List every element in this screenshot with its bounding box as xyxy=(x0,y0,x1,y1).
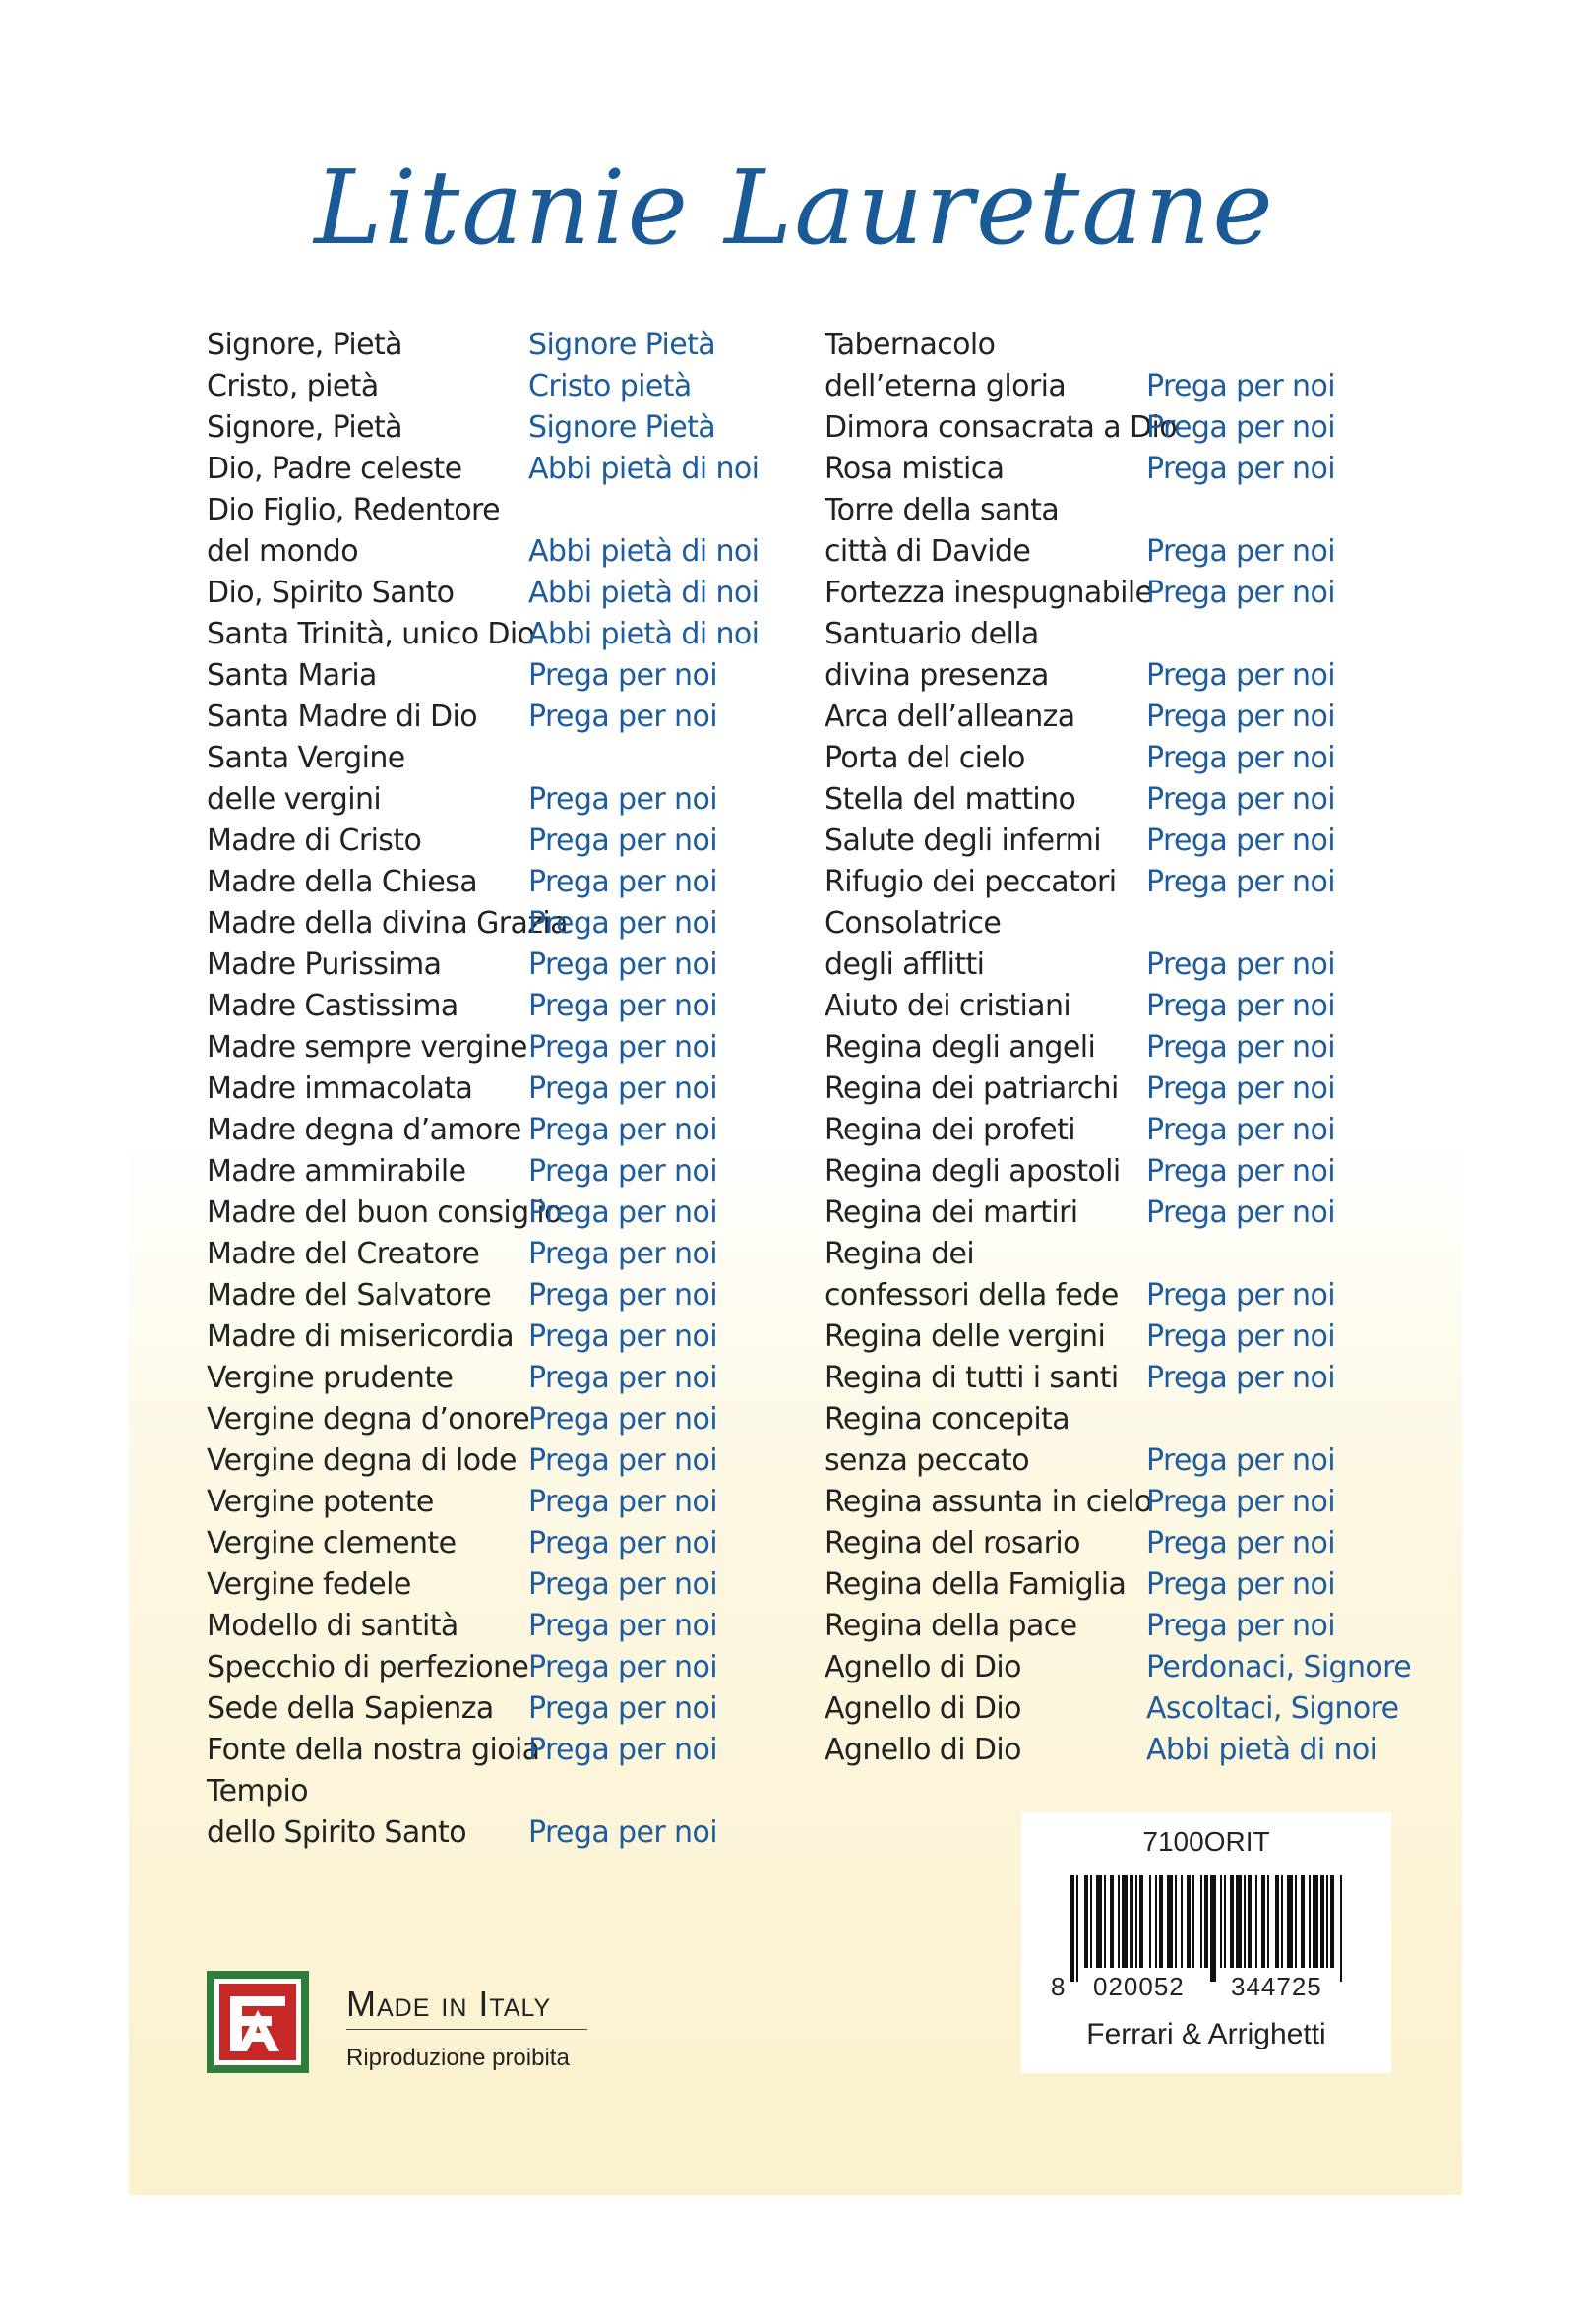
barcode-bar xyxy=(1295,1875,1297,1968)
barcode-bar xyxy=(1340,1875,1342,1982)
barcode-bar xyxy=(1309,1875,1311,1968)
invocation-text: Santuario della xyxy=(825,617,1039,651)
barcode-bar xyxy=(1122,1875,1128,1968)
invocation-text: Santa Maria xyxy=(207,658,377,693)
response-text: Prega per noi xyxy=(528,1526,717,1560)
response-text: Prega per noi xyxy=(1146,452,1335,486)
invocation-text: Santa Trinità, unico Dio xyxy=(207,617,535,651)
barcode-bar xyxy=(1248,1875,1252,1968)
barcode-bar xyxy=(1224,1875,1226,1968)
barcode-bar xyxy=(1155,1875,1157,1968)
invocation-text: Dio Figlio, Redentore xyxy=(207,493,500,527)
invocation-text: Madre del Salvatore xyxy=(207,1278,492,1313)
response-text: Prega per noi xyxy=(1146,865,1335,899)
barcode-bar xyxy=(1192,1875,1194,1968)
barcode-bar xyxy=(1200,1875,1202,1968)
response-text: Prega per noi xyxy=(528,782,717,817)
response-text: Prega per noi xyxy=(1146,1071,1335,1106)
barcode-bar xyxy=(1210,1875,1216,1982)
barcode-bar xyxy=(1149,1875,1151,1968)
ean-right-digits: 344725 xyxy=(1231,1972,1322,2001)
invocation-text: Regina dei profeti xyxy=(825,1113,1076,1147)
page-title: Litanie Lauretane xyxy=(314,148,1275,268)
invocation-text: Salute degli infermi xyxy=(825,824,1102,858)
publisher-logo xyxy=(207,1971,309,2073)
barcode-bar xyxy=(1204,1875,1208,1968)
barcode-bar xyxy=(1287,1875,1293,1968)
ean-first-digit: 8 xyxy=(1051,1972,1066,2001)
response-text: Prega per noi xyxy=(1146,1195,1335,1230)
invocation-text: Madre del buon consiglio xyxy=(207,1195,562,1230)
response-text: Prega per noi xyxy=(1146,1526,1335,1560)
invocation-text: confessori della fede xyxy=(825,1278,1119,1313)
response-text: Prega per noi xyxy=(1146,824,1335,858)
response-text: Prega per noi xyxy=(528,700,717,734)
barcode-bar xyxy=(1255,1875,1257,1968)
invocation-text: Agnello di Dio xyxy=(825,1691,1021,1726)
barcode-bar xyxy=(1090,1875,1092,1968)
invocation-text: Madre della divina Grazia xyxy=(207,906,568,941)
invocation-text: Regina della Famiglia xyxy=(825,1567,1127,1602)
barcode-bar xyxy=(1135,1875,1137,1968)
invocation-text: Santa Vergine xyxy=(207,741,405,775)
barcode-bar xyxy=(1076,1875,1078,1982)
response-text: Prega per noi xyxy=(528,1443,717,1478)
invocation-text: Modello di santità xyxy=(207,1609,458,1643)
invocation-text: Regina dei patriarchi xyxy=(825,1071,1119,1106)
invocation-text: Tabernacolo xyxy=(825,328,996,362)
invocation-text: Rifugio dei peccatori xyxy=(825,865,1117,899)
response-text: Prega per noi xyxy=(528,658,717,693)
invocation-text: divina presenza xyxy=(825,658,1049,693)
response-text: Ascoltaci, Signore xyxy=(1146,1691,1399,1726)
invocation-text: Regina di tutti i santi xyxy=(825,1361,1119,1395)
invocation-text: Regina della pace xyxy=(825,1609,1077,1643)
invocation-text: del mondo xyxy=(207,534,358,569)
response-text: Prega per noi xyxy=(528,906,717,941)
invocation-text: Regina dei xyxy=(825,1237,975,1271)
invocation-text: Rosa mistica xyxy=(825,452,1005,486)
invocation-text: dello Spirito Santo xyxy=(207,1815,466,1850)
response-text: Prega per noi xyxy=(1146,658,1335,693)
response-text: Prega per noi xyxy=(528,1609,717,1643)
barcode-bar xyxy=(1261,1875,1265,1968)
reproduction-notice: Riproduzione proibita xyxy=(346,2045,570,2071)
response-text: Prega per noi xyxy=(1146,948,1335,982)
response-text: Prega per noi xyxy=(528,824,717,858)
response-text: Prega per noi xyxy=(1146,1361,1335,1395)
ean-left-digits: 020052 xyxy=(1093,1972,1185,2001)
invocation-text: Madre sempre vergine xyxy=(207,1030,527,1065)
response-text: Prega per noi xyxy=(528,1030,717,1065)
invocation-text: Vergine clemente xyxy=(207,1526,457,1560)
response-text: Prega per noi xyxy=(1146,1278,1335,1313)
invocation-text: città di Davide xyxy=(825,534,1031,569)
invocation-text: Santa Madre di Dio xyxy=(207,700,478,734)
response-text: Prega per noi xyxy=(528,1278,717,1313)
response-text: Perdonaci, Signore xyxy=(1146,1650,1412,1684)
response-text: Prega per noi xyxy=(1146,1113,1335,1147)
response-text: Prega per noi xyxy=(1146,741,1335,775)
response-text: Prega per noi xyxy=(528,1113,717,1147)
invocation-text: Regina dei martiri xyxy=(825,1195,1078,1230)
response-text: Prega per noi xyxy=(528,1402,717,1437)
response-text: Prega per noi xyxy=(528,1733,717,1767)
invocation-text: Aiuto dei cristiani xyxy=(825,989,1071,1023)
invocation-text: delle vergini xyxy=(207,782,382,817)
response-text: Abbi pietà di noi xyxy=(528,576,760,610)
response-text: Prega per noi xyxy=(528,1154,717,1189)
invocation-text: Stella del mattino xyxy=(825,782,1076,817)
barcode-bar xyxy=(1275,1875,1279,1968)
barcode-bar xyxy=(1104,1875,1106,1968)
barcode-bar xyxy=(1326,1875,1328,1968)
invocation-text: Fortezza inespugnabile xyxy=(825,576,1153,610)
response-text: Prega per noi xyxy=(528,1071,717,1106)
barcode-bar xyxy=(1220,1875,1222,1968)
response-text: Prega per noi xyxy=(528,1815,717,1850)
response-text: Prega per noi xyxy=(1146,1443,1335,1478)
barcode-bar xyxy=(1330,1875,1334,1968)
invocation-text: Madre di Cristo xyxy=(207,824,422,858)
response-text: Prega per noi xyxy=(528,1650,717,1684)
response-text: Prega per noi xyxy=(528,948,717,982)
barcode-bar xyxy=(1244,1875,1246,1968)
invocation-text: Agnello di Dio xyxy=(825,1733,1021,1767)
response-text: Prega per noi xyxy=(528,1195,717,1230)
response-text: Prega per noi xyxy=(1146,1154,1335,1189)
response-text: Prega per noi xyxy=(528,1567,717,1602)
barcode-bar xyxy=(1281,1875,1283,1968)
invocation-text: Vergine potente xyxy=(207,1485,434,1519)
barcode-bar xyxy=(1118,1875,1120,1968)
invocation-text: Tempio xyxy=(207,1774,309,1808)
response-text: Signore Pietà xyxy=(528,410,716,445)
barcode-bar xyxy=(1175,1875,1177,1968)
barcode-bar xyxy=(1096,1875,1102,1968)
barcode-bar xyxy=(1084,1875,1088,1968)
response-text: Signore Pietà xyxy=(528,328,716,362)
response-text: Prega per noi xyxy=(528,1691,717,1726)
barcode-bar xyxy=(1320,1875,1324,1968)
response-text: Prega per noi xyxy=(1146,700,1335,734)
response-text: Abbi pietà di noi xyxy=(528,534,760,569)
response-text: Prega per noi xyxy=(528,865,717,899)
invocation-text: Madre ammirabile xyxy=(207,1154,466,1189)
invocation-text: Dimora consacrata a Dio xyxy=(825,410,1177,445)
barcode-bar xyxy=(1267,1875,1269,1968)
invocation-text: Specchio di perfezione xyxy=(207,1650,529,1684)
response-text: Prega per noi xyxy=(1146,989,1335,1023)
barcode-bar xyxy=(1230,1875,1234,1968)
response-text: Prega per noi xyxy=(1146,1609,1335,1643)
invocation-text: Vergine degna d’onore xyxy=(207,1402,530,1437)
invocation-text: degli afflitti xyxy=(825,948,985,982)
barcode-bar xyxy=(1301,1875,1305,1968)
barcode-bar xyxy=(1187,1875,1191,1968)
response-text: Prega per noi xyxy=(528,1485,717,1519)
barcode-bar xyxy=(1181,1875,1183,1968)
invocation-text: Dio, Spirito Santo xyxy=(207,576,455,610)
barcode-bar xyxy=(1070,1875,1074,1982)
barcode-bar xyxy=(1236,1875,1242,1968)
invocation-text: Madre di misericordia xyxy=(207,1319,515,1354)
response-text: Prega per noi xyxy=(528,989,717,1023)
invocation-text: Regina delle vergini xyxy=(825,1319,1106,1354)
invocation-text: Vergine degna di lode xyxy=(207,1443,517,1478)
invocation-text: senza peccato xyxy=(825,1443,1029,1478)
invocation-text: Consolatrice xyxy=(825,906,1002,941)
invocation-text: Regina degli angeli xyxy=(825,1030,1096,1065)
invocation-text: Madre Castissima xyxy=(207,989,458,1023)
invocation-text: Porta del cielo xyxy=(825,741,1025,775)
barcode-bar xyxy=(1139,1875,1143,1968)
invocation-text: Regina concepita xyxy=(825,1402,1070,1437)
response-text: Prega per noi xyxy=(1146,534,1335,569)
invocation-text: Regina degli apostoli xyxy=(825,1154,1121,1189)
product-code: 7100ORIT xyxy=(1142,1826,1270,1857)
response-text: Prega per noi xyxy=(1146,1030,1335,1065)
invocation-text: Madre della Chiesa xyxy=(207,865,478,899)
response-text: Cristo pietà xyxy=(528,369,692,403)
invocation-text: Regina del rosario xyxy=(825,1526,1080,1560)
invocation-text: Vergine fedele xyxy=(207,1567,411,1602)
response-text: Prega per noi xyxy=(528,1237,717,1271)
invocation-text: Dio, Padre celeste xyxy=(207,452,462,486)
response-text: Abbi pietà di noi xyxy=(1146,1733,1377,1767)
barcode-bar xyxy=(1130,1875,1133,1968)
barcode-bar xyxy=(1167,1875,1173,1968)
invocation-text: Vergine prudente xyxy=(207,1361,454,1395)
response-text: Abbi pietà di noi xyxy=(528,452,760,486)
invocation-text: Arca dell’alleanza xyxy=(825,700,1075,734)
response-text: Prega per noi xyxy=(1146,410,1335,445)
invocation-text: Signore, Pietà xyxy=(207,410,402,445)
barcode-bar xyxy=(1313,1875,1318,1968)
barcode-bar xyxy=(1159,1875,1163,1968)
invocation-text: Sede della Sapienza xyxy=(207,1691,494,1726)
invocation-text: Fonte della nostra gioia xyxy=(207,1733,540,1767)
response-text: Abbi pietà di noi xyxy=(528,617,760,651)
invocation-text: dell’eterna gloria xyxy=(825,369,1067,403)
response-text: Prega per noi xyxy=(1146,1485,1335,1519)
barcode-bar xyxy=(1110,1875,1114,1968)
response-text: Prega per noi xyxy=(1146,1567,1335,1602)
invocation-text: Madre Purissima xyxy=(207,948,442,982)
invocation-text: Regina assunta in cielo xyxy=(825,1485,1152,1519)
invocation-text: Signore, Pietà xyxy=(207,328,402,362)
made-in-italy-label: Made in Italy xyxy=(346,1984,587,2030)
response-text: Prega per noi xyxy=(1146,369,1335,403)
invocation-text: Madre del Creatore xyxy=(207,1237,480,1271)
response-text: Prega per noi xyxy=(1146,782,1335,817)
barcode-label xyxy=(1021,1812,1391,2073)
invocation-text: Cristo, pietà xyxy=(207,369,379,403)
response-text: Prega per noi xyxy=(1146,576,1335,610)
publisher-name: Ferrari & Arrighetti xyxy=(1086,2018,1326,2050)
invocation-text: Agnello di Dio xyxy=(825,1650,1021,1684)
response-text: Prega per noi xyxy=(528,1361,717,1395)
response-text: Prega per noi xyxy=(528,1319,717,1354)
invocation-text: Madre immacolata xyxy=(207,1071,473,1106)
invocation-text: Torre della santa xyxy=(825,493,1060,527)
response-text: Prega per noi xyxy=(1146,1319,1335,1354)
barcode xyxy=(1070,1875,1346,1982)
invocation-text: Madre degna d’amore xyxy=(207,1113,521,1147)
